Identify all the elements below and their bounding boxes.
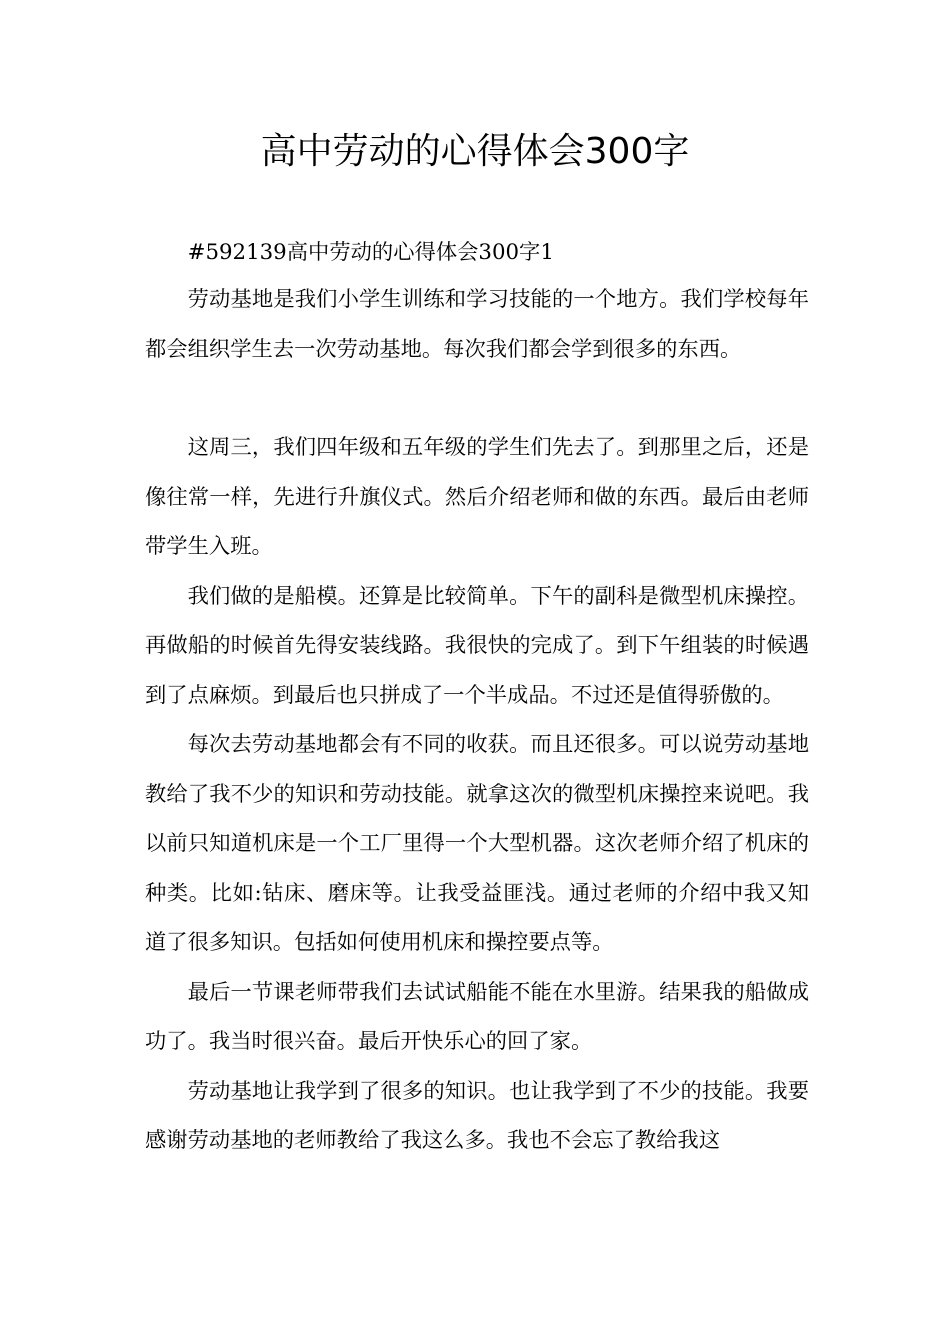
document-title: 高中劳动的心得体会300字	[260, 131, 690, 172]
paragraph: 劳动基地让我学到了很多的知识。也让我学到了不少的技能。我要感谢劳动基地的老师教给了我这么多。我也不会忘了教给我这	[145, 1078, 809, 1153]
paragraph: 每次去劳动基地都会有不同的收获。而且还很多。可以说劳动基地教给了我不少的知识和劳动技能。就拿这次的微型机床操控来说吧。我以前只知道机床是一个工厂里得一个大型机器。这次老师介绍了机床的种类。比如:钻床、磨床等。让我受益匪浅。通过老师的介绍中我又知道了很多知识。包括如何使用机床和操控要点等。	[145, 732, 809, 955]
paragraph: 劳动基地是我们小学生训练和学习技能的一个地方。我们学校每年都会组织学生去一次劳动基地。每次我们都会学到很多的东西。	[145, 287, 809, 362]
paragraph: 我们做的是船模。还算是比较简单。下午的副科是微型机床操控。再做船的时候首先得安装线路。我很快的完成了。到下午组装的时候遇到了点麻烦。到最后也只拼成了一个半成品。不过还是值得骄傲的。	[145, 583, 809, 708]
document-subtitle: #592139高中劳动的心得体会300字1	[187, 240, 554, 265]
paragraph: 这周三，我们四年级和五年级的学生们先去了。到那里之后，还是像往常一样，先进行升旗仪式。然后介绍老师和做的东西。最后由老师带学生入班。	[145, 435, 809, 559]
paragraph: 最后一节课老师带我们去试试船能不能在水里游。结果我的船做成功了。我当时很兴奋。最后开快乐心的回了家。	[145, 979, 809, 1054]
document-body	[145, 230, 809, 1166]
